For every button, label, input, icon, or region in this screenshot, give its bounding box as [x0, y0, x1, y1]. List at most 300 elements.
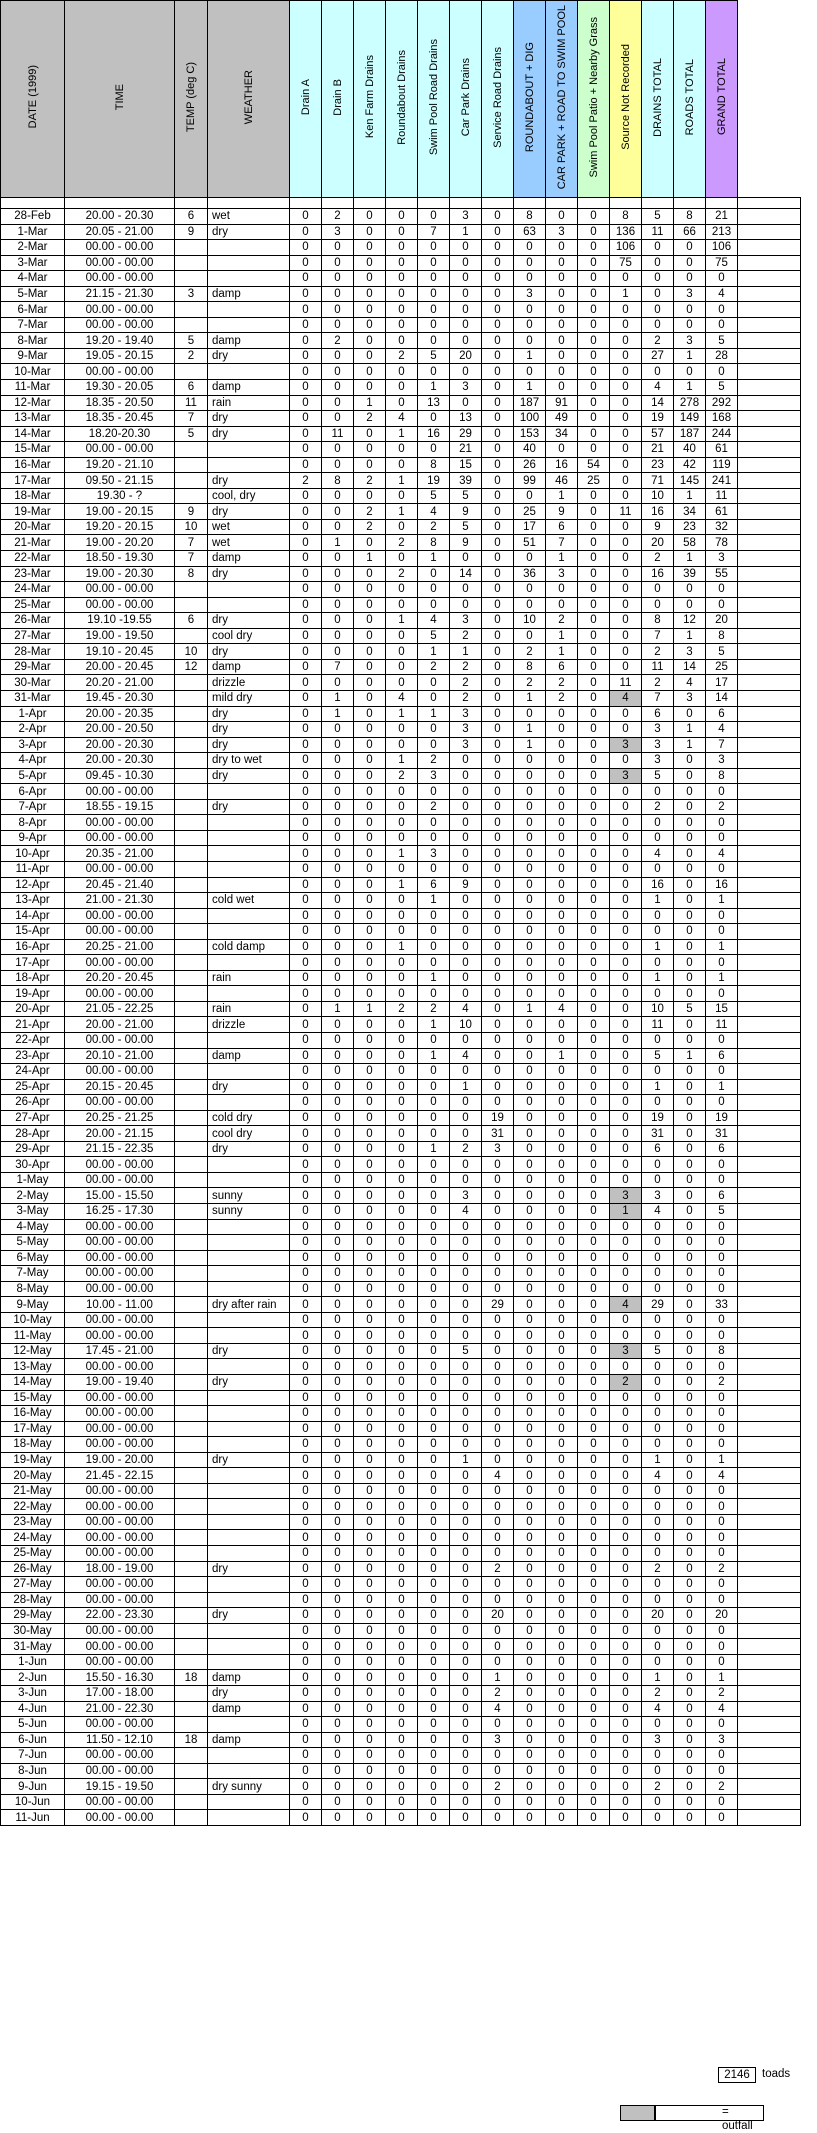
cell-date-1999: 10-May — [1, 1312, 65, 1328]
cell-weather — [208, 815, 290, 831]
cell-car-park-drains: 0 — [450, 364, 482, 380]
spacer-cell — [738, 1654, 801, 1670]
spacer-cell — [738, 255, 801, 271]
spacer-cell — [738, 1017, 801, 1033]
cell-roads-total: 0 — [674, 1312, 706, 1328]
cell-weather: dry — [208, 768, 290, 784]
cell-weather: dry — [208, 426, 290, 442]
spacer-cell — [738, 908, 801, 924]
cell-roundabout-drains: 0 — [386, 722, 418, 738]
cell-car-park-drains: 2 — [450, 628, 482, 644]
cell-grand-total: 0 — [706, 1032, 738, 1048]
cell-time: 00.00 - 00.00 — [65, 1219, 175, 1235]
cell-roundabout-drains: 0 — [386, 644, 418, 660]
cell-date-1999: 24-Apr — [1, 1064, 65, 1080]
outfall-swatch — [620, 2105, 655, 2121]
cell-weather: drizzle — [208, 1017, 290, 1033]
cell-roundabout-dig: 0 — [514, 1421, 546, 1437]
cell-temp-deg-c — [175, 1608, 208, 1624]
table-row — [1, 1281, 801, 1297]
cell-swim-pool-road-drains: 8 — [418, 535, 450, 551]
cell-ken-farm-drains: 0 — [354, 1048, 386, 1064]
cell-ken-farm-drains: 0 — [354, 830, 386, 846]
cell-car-park-road-to-swim-pool: 0 — [546, 893, 578, 909]
cell-time: 00.00 - 00.00 — [65, 924, 175, 940]
cell-car-park-drains: 0 — [450, 1530, 482, 1546]
cell-car-park-drains: 0 — [450, 1701, 482, 1717]
cell-car-park-drains: 10 — [450, 1017, 482, 1033]
cell-ken-farm-drains: 0 — [354, 1763, 386, 1779]
cell-swim-pool-road-drains: 0 — [418, 1654, 450, 1670]
cell-car-park-drains: 0 — [450, 286, 482, 302]
cell-service-road-drains: 0 — [482, 395, 514, 411]
cell-weather — [208, 1266, 290, 1282]
cell-roundabout-dig: 0 — [514, 1623, 546, 1639]
cell-swim-pool-patio-nearby-grass: 0 — [578, 1732, 610, 1748]
blank-cell — [610, 198, 642, 209]
cell-drain-a: 0 — [290, 255, 322, 271]
cell-source-not-recorded: 0 — [610, 1312, 642, 1328]
cell-service-road-drains: 0 — [482, 1157, 514, 1173]
cell-weather: dry to wet — [208, 753, 290, 769]
cell-drain-b: 0 — [322, 1530, 354, 1546]
cell-grand-total: 2 — [706, 1561, 738, 1577]
cell-drain-b: 0 — [322, 1390, 354, 1406]
cell-roads-total: 34 — [674, 504, 706, 520]
cell-grand-total: 0 — [706, 1437, 738, 1453]
cell-drain-b: 0 — [322, 846, 354, 862]
cell-drain-a: 0 — [290, 1157, 322, 1173]
cell-swim-pool-road-drains: 0 — [418, 1732, 450, 1748]
cell-grand-total: 0 — [706, 1219, 738, 1235]
cell-swim-pool-patio-nearby-grass: 0 — [578, 1623, 610, 1639]
cell-car-park-road-to-swim-pool: 0 — [546, 799, 578, 815]
cell-time: 20.35 - 21.00 — [65, 846, 175, 862]
cell-time: 00.00 - 00.00 — [65, 1421, 175, 1437]
cell-swim-pool-road-drains: 0 — [418, 1561, 450, 1577]
cell-swim-pool-patio-nearby-grass: 0 — [578, 1375, 610, 1391]
table-row — [1, 1499, 801, 1515]
cell-car-park-road-to-swim-pool: 0 — [546, 597, 578, 613]
cell-roads-total: 0 — [674, 1359, 706, 1375]
cell-roads-total: 0 — [674, 1546, 706, 1562]
table-row — [1, 348, 801, 364]
cell-roundabout-dig: 0 — [514, 1437, 546, 1453]
table-row — [1, 1701, 801, 1717]
cell-car-park-drains: 2 — [450, 675, 482, 691]
cell-ken-farm-drains: 0 — [354, 240, 386, 256]
cell-grand-total: 0 — [706, 1266, 738, 1282]
cell-service-road-drains: 1 — [482, 1670, 514, 1686]
cell-source-not-recorded: 0 — [610, 1546, 642, 1562]
cell-service-road-drains: 0 — [482, 504, 514, 520]
cell-drains-total: 8 — [642, 613, 674, 629]
cell-drains-total: 0 — [642, 1639, 674, 1655]
cell-source-not-recorded: 2 — [610, 1375, 642, 1391]
cell-swim-pool-road-drains: 0 — [418, 1110, 450, 1126]
cell-drain-b: 0 — [322, 1717, 354, 1733]
cell-weather: damp — [208, 551, 290, 567]
cell-car-park-road-to-swim-pool: 0 — [546, 1763, 578, 1779]
cell-roundabout-dig: 0 — [514, 1530, 546, 1546]
spacer-cell — [738, 675, 801, 691]
cell-roundabout-drains: 0 — [386, 1592, 418, 1608]
cell-weather — [208, 830, 290, 846]
cell-car-park-drains: 3 — [450, 737, 482, 753]
cell-roundabout-drains: 0 — [386, 1250, 418, 1266]
blank-cell — [354, 198, 386, 209]
cell-roundabout-drains: 0 — [386, 799, 418, 815]
cell-drain-a: 0 — [290, 1483, 322, 1499]
cell-grand-total: 0 — [706, 1748, 738, 1764]
cell-weather — [208, 1810, 290, 1826]
blank-cell — [290, 198, 322, 209]
cell-ken-farm-drains: 0 — [354, 535, 386, 551]
cell-service-road-drains: 0 — [482, 830, 514, 846]
cell-weather: cold dry — [208, 1110, 290, 1126]
cell-car-park-drains: 14 — [450, 566, 482, 582]
cell-ken-farm-drains: 0 — [354, 815, 386, 831]
cell-ken-farm-drains: 2 — [354, 519, 386, 535]
cell-drain-a: 0 — [290, 815, 322, 831]
table-row — [1, 1126, 801, 1142]
cell-roads-total: 0 — [674, 939, 706, 955]
cell-temp-deg-c — [175, 271, 208, 287]
cell-drain-b: 0 — [322, 504, 354, 520]
cell-car-park-drains: 9 — [450, 504, 482, 520]
cell-swim-pool-road-drains: 0 — [418, 1390, 450, 1406]
cell-weather — [208, 302, 290, 318]
cell-date-1999: 26-Apr — [1, 1095, 65, 1111]
cell-ken-farm-drains: 0 — [354, 768, 386, 784]
spacer-cell — [738, 457, 801, 473]
cell-source-not-recorded: 0 — [610, 893, 642, 909]
cell-temp-deg-c — [175, 846, 208, 862]
cell-date-1999: 27-Apr — [1, 1110, 65, 1126]
cell-swim-pool-road-drains: 0 — [418, 566, 450, 582]
cell-drains-total: 4 — [642, 380, 674, 396]
cell-time: 20.00 - 21.00 — [65, 1017, 175, 1033]
cell-time: 00.00 - 00.00 — [65, 582, 175, 598]
cell-source-not-recorded: 0 — [610, 644, 642, 660]
cell-drains-total: 16 — [642, 504, 674, 520]
cell-service-road-drains: 0 — [482, 1623, 514, 1639]
cell-swim-pool-road-drains: 2 — [418, 659, 450, 675]
cell-date-1999: 17-May — [1, 1421, 65, 1437]
cell-weather: cool, dry — [208, 488, 290, 504]
cell-drain-b: 0 — [322, 1452, 354, 1468]
cell-car-park-drains: 0 — [450, 893, 482, 909]
cell-drain-a: 0 — [290, 504, 322, 520]
cell-car-park-road-to-swim-pool: 0 — [546, 1141, 578, 1157]
spacer-cell — [738, 1577, 801, 1593]
cell-weather — [208, 784, 290, 800]
cell-roads-total: 58 — [674, 535, 706, 551]
cell-grand-total: 4 — [706, 722, 738, 738]
cell-time: 00.00 - 00.00 — [65, 1390, 175, 1406]
cell-source-not-recorded: 0 — [610, 364, 642, 380]
cell-swim-pool-road-drains: 0 — [418, 1685, 450, 1701]
cell-drain-a: 0 — [290, 1499, 322, 1515]
cell-drains-total: 4 — [642, 1701, 674, 1717]
cell-date-1999: 1-Apr — [1, 706, 65, 722]
cell-roundabout-dig: 1 — [514, 1001, 546, 1017]
cell-drain-b: 0 — [322, 1670, 354, 1686]
cell-time: 00.00 - 00.00 — [65, 1266, 175, 1282]
cell-swim-pool-patio-nearby-grass: 0 — [578, 1343, 610, 1359]
cell-date-1999: 2-Mar — [1, 240, 65, 256]
cell-swim-pool-road-drains: 0 — [418, 1763, 450, 1779]
table-row — [1, 1312, 801, 1328]
cell-roundabout-drains: 0 — [386, 1343, 418, 1359]
table-row — [1, 1095, 801, 1111]
spacer-cell — [738, 1032, 801, 1048]
cell-swim-pool-road-drains: 5 — [418, 488, 450, 504]
cell-drain-b: 0 — [322, 286, 354, 302]
cell-roads-total: 0 — [674, 1204, 706, 1220]
cell-swim-pool-patio-nearby-grass: 0 — [578, 488, 610, 504]
cell-grand-total: 0 — [706, 597, 738, 613]
cell-temp-deg-c — [175, 1297, 208, 1313]
cell-grand-total: 16 — [706, 877, 738, 893]
cell-roads-total: 14 — [674, 659, 706, 675]
cell-car-park-road-to-swim-pool: 3 — [546, 566, 578, 582]
cell-weather — [208, 457, 290, 473]
cell-swim-pool-road-drains: 0 — [418, 442, 450, 458]
cell-drains-total: 6 — [642, 1141, 674, 1157]
cell-date-1999: 9-May — [1, 1297, 65, 1313]
cell-weather — [208, 1235, 290, 1251]
cell-drain-b: 0 — [322, 1577, 354, 1593]
cell-drains-total: 1 — [642, 939, 674, 955]
cell-date-1999: 2-Jun — [1, 1670, 65, 1686]
cell-roads-total: 0 — [674, 1561, 706, 1577]
cell-swim-pool-road-drains: 0 — [418, 1608, 450, 1624]
cell-swim-pool-road-drains: 0 — [418, 209, 450, 225]
cell-service-road-drains: 0 — [482, 737, 514, 753]
cell-car-park-road-to-swim-pool: 0 — [546, 1235, 578, 1251]
cell-ken-farm-drains: 0 — [354, 1375, 386, 1391]
cell-car-park-drains: 0 — [450, 1110, 482, 1126]
cell-date-1999: 10-Mar — [1, 364, 65, 380]
cell-roundabout-dig: 0 — [514, 551, 546, 567]
cell-service-road-drains: 0 — [482, 317, 514, 333]
cell-swim-pool-road-drains: 0 — [418, 1126, 450, 1142]
cell-drain-b: 0 — [322, 1685, 354, 1701]
cell-temp-deg-c: 7 — [175, 551, 208, 567]
cell-ken-farm-drains: 0 — [354, 1157, 386, 1173]
cell-roundabout-dig: 0 — [514, 1079, 546, 1095]
cell-source-not-recorded: 0 — [610, 861, 642, 877]
cell-temp-deg-c — [175, 737, 208, 753]
cell-time: 00.00 - 00.00 — [65, 784, 175, 800]
cell-roundabout-dig: 0 — [514, 1219, 546, 1235]
cell-service-road-drains: 0 — [482, 519, 514, 535]
cell-weather: dry — [208, 706, 290, 722]
cell-temp-deg-c — [175, 1188, 208, 1204]
cell-weather — [208, 1794, 290, 1810]
cell-grand-total: 3 — [706, 753, 738, 769]
blank-row — [1, 198, 801, 209]
cell-weather: damp — [208, 659, 290, 675]
cell-temp-deg-c: 7 — [175, 535, 208, 551]
cell-service-road-drains: 0 — [482, 348, 514, 364]
cell-roundabout-dig: 0 — [514, 908, 546, 924]
cell-car-park-drains: 0 — [450, 1281, 482, 1297]
cell-swim-pool-patio-nearby-grass: 0 — [578, 1235, 610, 1251]
cell-car-park-road-to-swim-pool: 0 — [546, 1343, 578, 1359]
cell-roundabout-dig: 0 — [514, 830, 546, 846]
cell-swim-pool-patio-nearby-grass: 0 — [578, 1157, 610, 1173]
cell-roundabout-dig: 3 — [514, 286, 546, 302]
cell-roundabout-drains: 0 — [386, 893, 418, 909]
cell-drain-b: 1 — [322, 706, 354, 722]
cell-roundabout-drains: 0 — [386, 442, 418, 458]
column-header — [65, 1, 175, 198]
cell-date-1999: 16-May — [1, 1406, 65, 1422]
cell-roundabout-drains: 0 — [386, 1095, 418, 1111]
cell-weather: wet — [208, 209, 290, 225]
cell-time: 00.00 - 00.00 — [65, 1359, 175, 1375]
cell-ken-farm-drains: 0 — [354, 924, 386, 940]
cell-date-1999: 20-Mar — [1, 519, 65, 535]
cell-roundabout-drains: 0 — [386, 1266, 418, 1282]
cell-roundabout-drains: 4 — [386, 411, 418, 427]
cell-weather — [208, 271, 290, 287]
cell-drain-a: 0 — [290, 1810, 322, 1826]
cell-drains-total: 0 — [642, 1810, 674, 1826]
cell-drains-total: 0 — [642, 286, 674, 302]
cell-roundabout-drains: 0 — [386, 659, 418, 675]
cell-time: 18.00 - 19.00 — [65, 1561, 175, 1577]
cell-drain-a: 0 — [290, 1328, 322, 1344]
cell-ken-farm-drains: 0 — [354, 799, 386, 815]
header-row — [1, 1, 801, 198]
cell-ken-farm-drains: 2 — [354, 473, 386, 489]
cell-drain-a: 0 — [290, 1188, 322, 1204]
cell-roads-total: 3 — [674, 690, 706, 706]
cell-swim-pool-road-drains: 5 — [418, 628, 450, 644]
table-row — [1, 1794, 801, 1810]
cell-source-not-recorded: 3 — [610, 1188, 642, 1204]
cell-date-1999: 2-May — [1, 1188, 65, 1204]
cell-drain-b: 0 — [322, 924, 354, 940]
cell-swim-pool-patio-nearby-grass: 0 — [578, 939, 610, 955]
cell-source-not-recorded: 0 — [610, 333, 642, 349]
cell-roundabout-drains: 0 — [386, 286, 418, 302]
cell-weather: dry — [208, 1079, 290, 1095]
cell-service-road-drains: 0 — [482, 1717, 514, 1733]
cell-roundabout-dig: 0 — [514, 1654, 546, 1670]
cell-drain-b: 2 — [322, 333, 354, 349]
cell-date-1999: 9-Jun — [1, 1779, 65, 1795]
cell-roundabout-dig: 0 — [514, 815, 546, 831]
cell-roundabout-drains: 0 — [386, 924, 418, 940]
cell-swim-pool-patio-nearby-grass: 0 — [578, 535, 610, 551]
cell-ken-farm-drains: 0 — [354, 1219, 386, 1235]
cell-swim-pool-patio-nearby-grass: 0 — [578, 255, 610, 271]
cell-grand-total: 0 — [706, 1421, 738, 1437]
table-row — [1, 1639, 801, 1655]
cell-weather: sunny — [208, 1204, 290, 1220]
cell-ken-farm-drains: 0 — [354, 255, 386, 271]
cell-date-1999: 13-Apr — [1, 893, 65, 909]
cell-ken-farm-drains: 0 — [354, 861, 386, 877]
cell-roundabout-dig: 0 — [514, 1048, 546, 1064]
cell-roundabout-drains: 0 — [386, 240, 418, 256]
cell-temp-deg-c — [175, 1514, 208, 1530]
table-row — [1, 939, 801, 955]
cell-service-road-drains: 4 — [482, 1701, 514, 1717]
cell-car-park-drains: 0 — [450, 753, 482, 769]
cell-drain-a: 0 — [290, 675, 322, 691]
spacer-cell — [738, 1499, 801, 1515]
cell-swim-pool-patio-nearby-grass: 0 — [578, 286, 610, 302]
cell-weather: dry — [208, 644, 290, 660]
cell-roads-total: 0 — [674, 1794, 706, 1810]
cell-swim-pool-road-drains: 1 — [418, 893, 450, 909]
cell-swim-pool-patio-nearby-grass: 0 — [578, 519, 610, 535]
cell-swim-pool-road-drains: 0 — [418, 939, 450, 955]
cell-car-park-drains: 0 — [450, 924, 482, 940]
cell-time: 19.00 - 20.00 — [65, 1452, 175, 1468]
cell-service-road-drains: 0 — [482, 1499, 514, 1515]
cell-source-not-recorded: 0 — [610, 1157, 642, 1173]
cell-drain-b: 0 — [322, 240, 354, 256]
cell-drains-total: 0 — [642, 1375, 674, 1391]
cell-roads-total: 0 — [674, 970, 706, 986]
cell-weather — [208, 1281, 290, 1297]
cell-drain-b: 0 — [322, 1048, 354, 1064]
cell-car-park-road-to-swim-pool: 0 — [546, 1701, 578, 1717]
cell-ken-farm-drains: 0 — [354, 1561, 386, 1577]
cell-car-park-road-to-swim-pool: 0 — [546, 1514, 578, 1530]
cell-drain-b: 0 — [322, 1297, 354, 1313]
cell-temp-deg-c — [175, 1219, 208, 1235]
cell-drains-total: 0 — [642, 1095, 674, 1111]
spacer-cell — [738, 1079, 801, 1095]
cell-date-1999: 14-Apr — [1, 908, 65, 924]
cell-temp-deg-c — [175, 457, 208, 473]
cell-time: 22.00 - 23.30 — [65, 1608, 175, 1624]
cell-drain-b: 0 — [322, 737, 354, 753]
cell-ken-farm-drains: 0 — [354, 628, 386, 644]
cell-ken-farm-drains: 0 — [354, 1748, 386, 1764]
cell-date-1999: 29-Mar — [1, 659, 65, 675]
cell-ken-farm-drains: 0 — [354, 1095, 386, 1111]
table-row — [1, 1141, 801, 1157]
cell-roundabout-drains: 0 — [386, 1639, 418, 1655]
cell-swim-pool-patio-nearby-grass: 0 — [578, 1763, 610, 1779]
cell-car-park-drains: 39 — [450, 473, 482, 489]
cell-drain-b: 1 — [322, 690, 354, 706]
table-row — [1, 799, 801, 815]
cell-drains-total: 2 — [642, 551, 674, 567]
cell-roundabout-drains: 0 — [386, 1546, 418, 1562]
cell-drain-a: 0 — [290, 1546, 322, 1562]
cell-weather: dry — [208, 348, 290, 364]
cell-time: 18.50 - 19.30 — [65, 551, 175, 567]
cell-car-park-drains: 0 — [450, 1235, 482, 1251]
cell-date-1999: 10-Jun — [1, 1794, 65, 1810]
cell-ken-farm-drains: 0 — [354, 722, 386, 738]
cell-drains-total: 0 — [642, 1748, 674, 1764]
cell-drain-b: 0 — [322, 893, 354, 909]
cell-time: 20.05 - 21.00 — [65, 224, 175, 240]
cell-date-1999: 5-Mar — [1, 286, 65, 302]
spacer-cell — [738, 768, 801, 784]
spacer-cell — [738, 1297, 801, 1313]
